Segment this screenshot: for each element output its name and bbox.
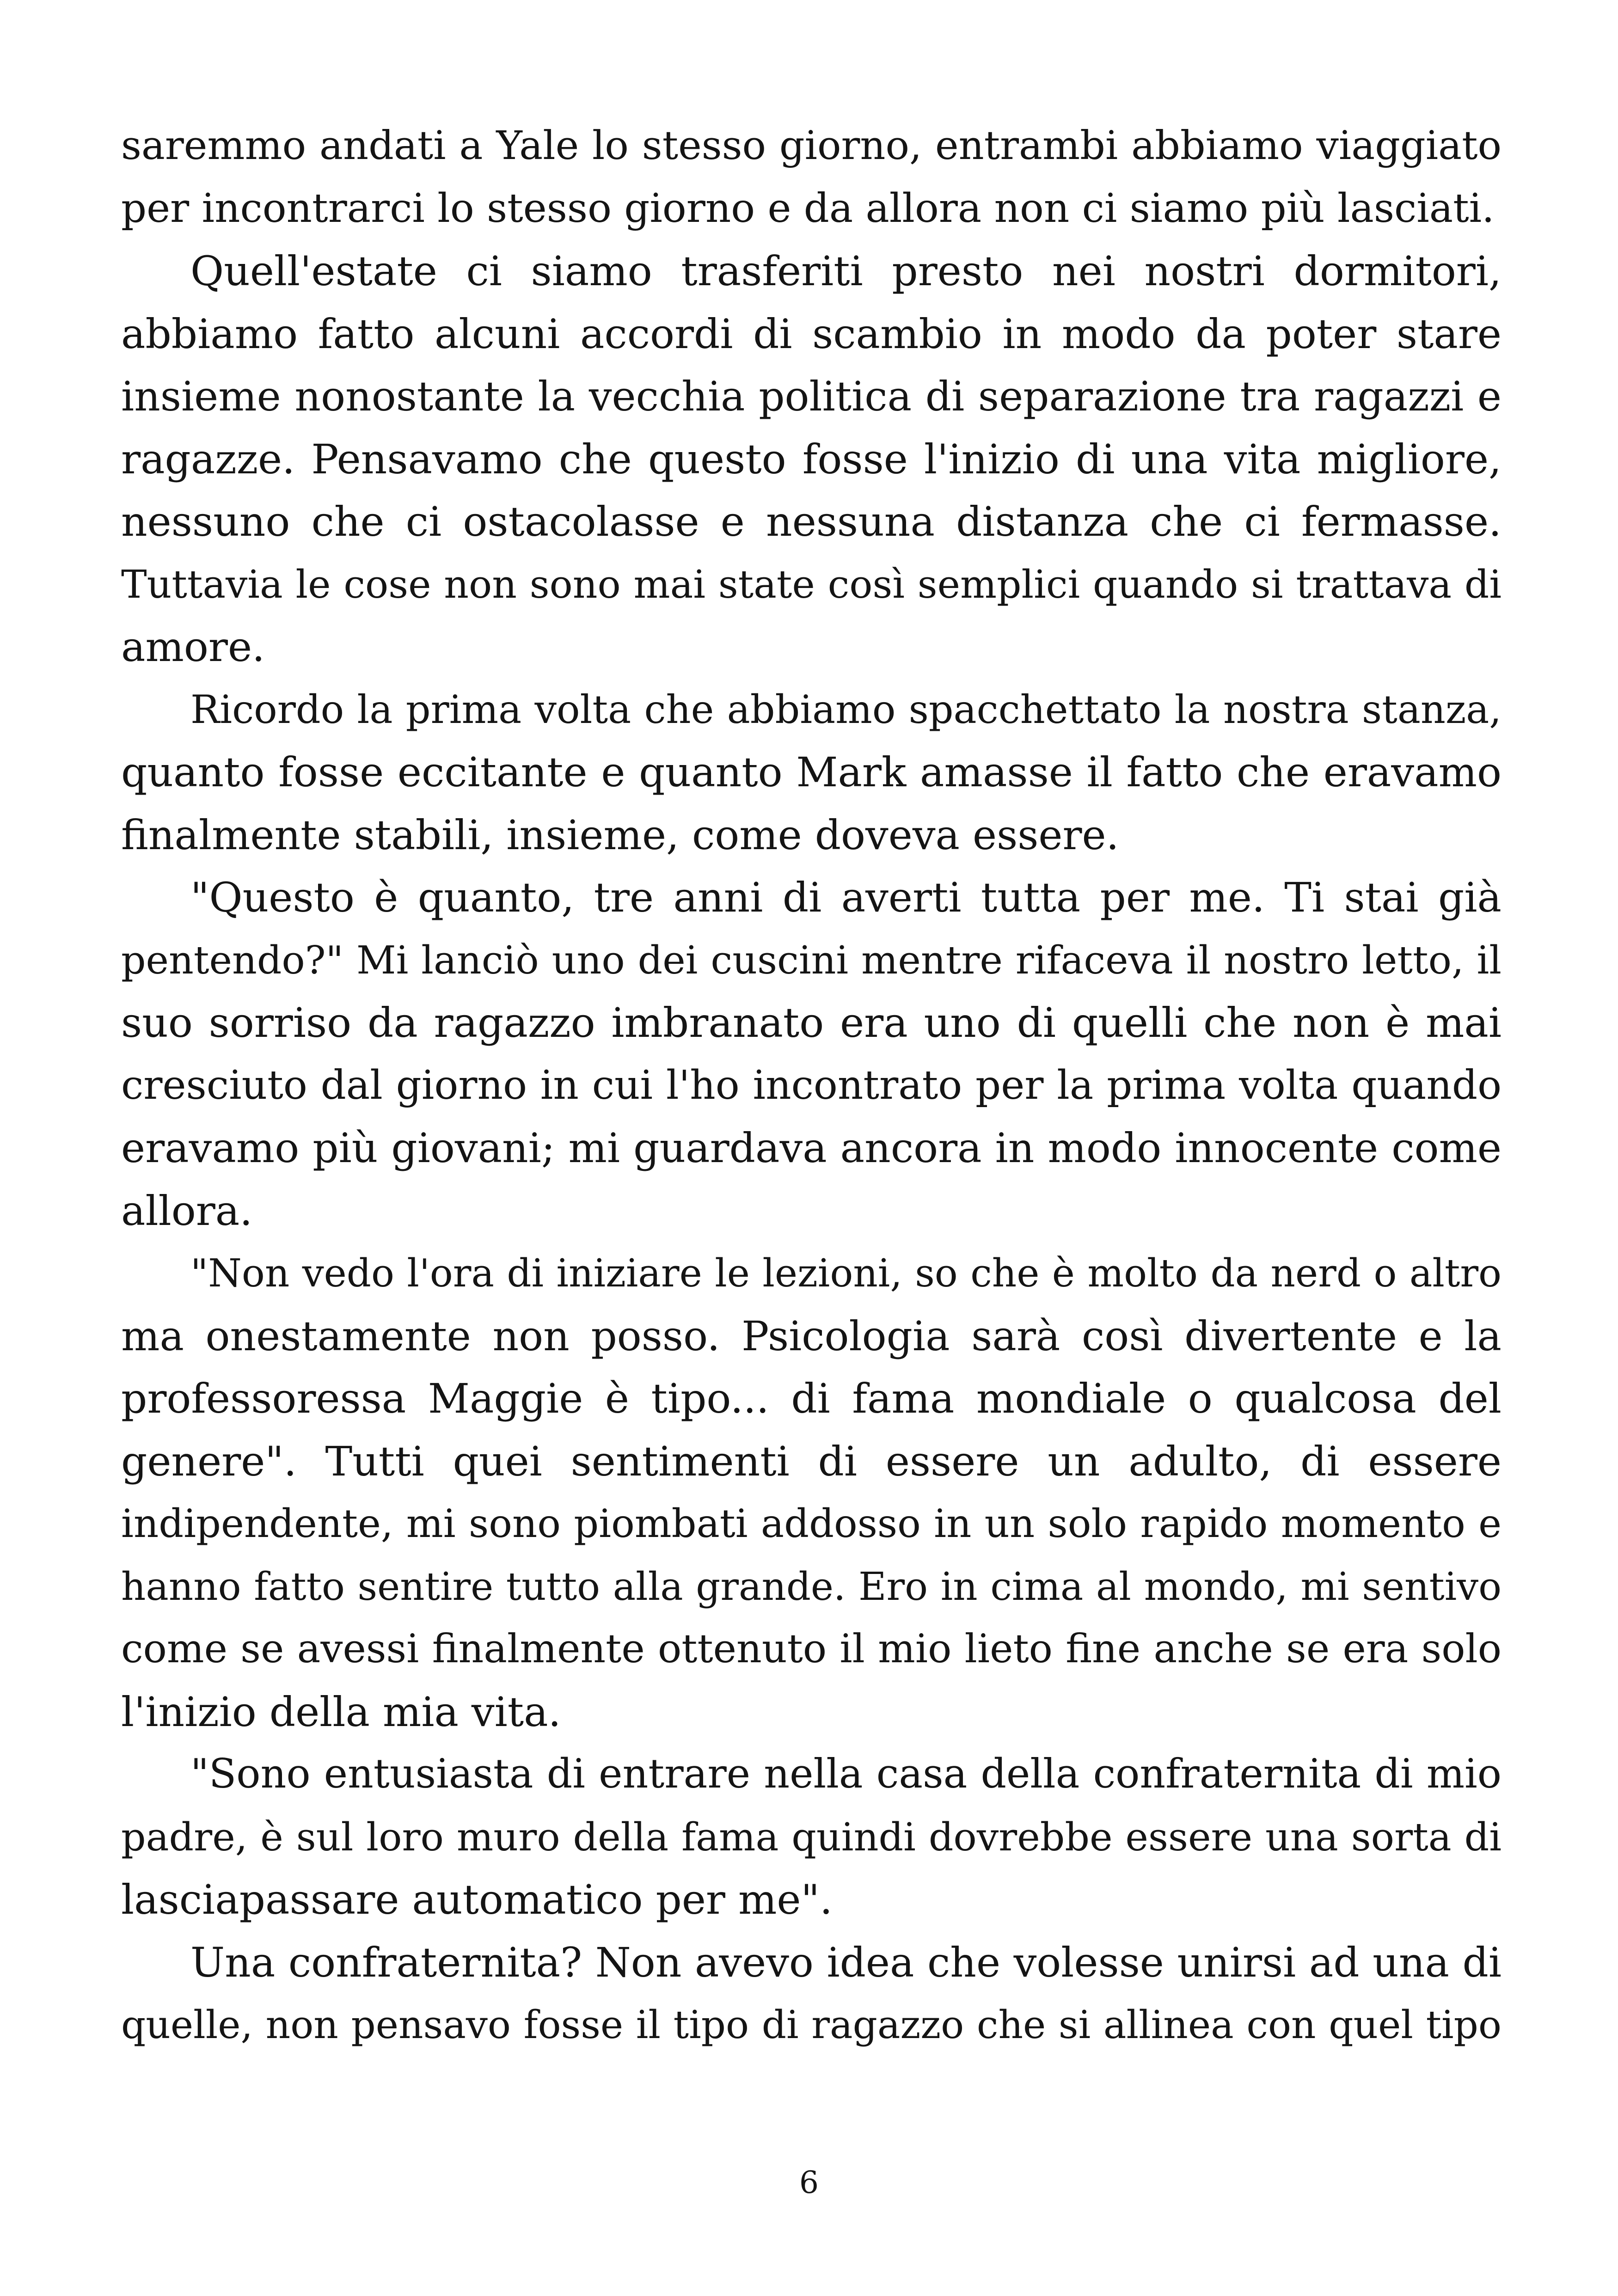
- text-line: professoressa Maggie è tipo... di fama mondiale o qualcosa del: [121, 1375, 1502, 1422]
- text-line: l'inizio della mia vita.: [121, 1688, 561, 1736]
- text-line: padre, è sul loro muro della fama quindi dovrebbe essere una sorta di: [121, 1814, 1502, 1860]
- text-line: Ricordo la prima volta che abbiamo spacchettato la nostra stanza,: [190, 686, 1502, 732]
- text-line: come se avessi finalmente ottenuto il mio lieto fine anche se era solo: [121, 1626, 1502, 1672]
- text-line: ragazze. Pensavamo che questo fosse l'inizio di una vita migliore,: [121, 435, 1502, 483]
- text-line: hanno fatto sentire tutto alla grande. Ero in cima al mondo, mi sentivo: [121, 1564, 1502, 1609]
- text-line: eravamo più giovani; mi guardava ancora in modo innocente come: [121, 1124, 1502, 1172]
- body-text: [121, 115, 1502, 2057]
- text-line: amore.: [121, 623, 265, 671]
- text-line: suo sorriso da ragazzo imbranato era uno di quelli che non è mai: [121, 999, 1502, 1047]
- text-line: quelle, non pensavo fosse il tipo di ragazzo che si allinea con quel tipo: [121, 2002, 1502, 2047]
- text-line: Quell'estate ci siamo trasferiti presto nei nostri dormitori,: [190, 247, 1502, 295]
- text-line: "Sono entusiasta di entrare nella casa della confraternita di mio: [190, 1751, 1502, 1797]
- text-line: saremmo andati a Yale lo stesso giorno, entrambi abbiamo viaggiato: [121, 123, 1502, 169]
- page-number: 6: [799, 2165, 819, 2200]
- text-line: ma onestamente non posso. Psicologia sarà così divertente e la: [121, 1312, 1502, 1360]
- text-line: quanto fosse eccitante e quanto Mark amasse il fatto che eravamo: [121, 748, 1502, 796]
- text-line: indipendente, mi sono piombati addosso in un solo rapido momento e: [121, 1501, 1502, 1546]
- text-line: allora.: [121, 1187, 253, 1235]
- text-line: lasciapassare automatico per me".: [121, 1876, 833, 1923]
- text-line: Tuttavia le cose non sono mai state così semplici quando si trattava di: [121, 562, 1502, 607]
- text-line: "Questo è quanto, tre anni di averti tutta per me. Ti stai già: [190, 874, 1502, 921]
- text-line: "Non vedo l'ora di iniziare le lezioni, so che è molto da nerd o altro: [190, 1251, 1502, 1296]
- text-line: abbiamo fatto alcuni accordi di scambio in modo da poter stare: [121, 310, 1502, 358]
- text-line: Una confraternita? Non avevo idea che volesse unirsi ad una di: [190, 1938, 1502, 1986]
- text-line: cresciuto dal giorno in cui l'ho incontrato per la prima volta quando: [121, 1062, 1502, 1108]
- text-line: per incontrarci lo stesso giorno e da allora non ci siamo più lasciati.: [121, 185, 1495, 232]
- text-line: nessuno che ci ostacolasse e nessuna distanza che ci fermasse.: [121, 498, 1502, 545]
- text-line: pentendo?" Mi lanciò uno dei cuscini mentre rifaceva il nostro letto, il: [121, 937, 1502, 983]
- text-line: insieme nonostante la vecchia politica di separazione tra ragazzi e: [121, 373, 1502, 420]
- text-line: finalmente stabili, insieme, come doveva essere.: [121, 811, 1119, 859]
- text-line: genere". Tutti quei sentimenti di essere un adulto, di essere: [121, 1437, 1502, 1485]
